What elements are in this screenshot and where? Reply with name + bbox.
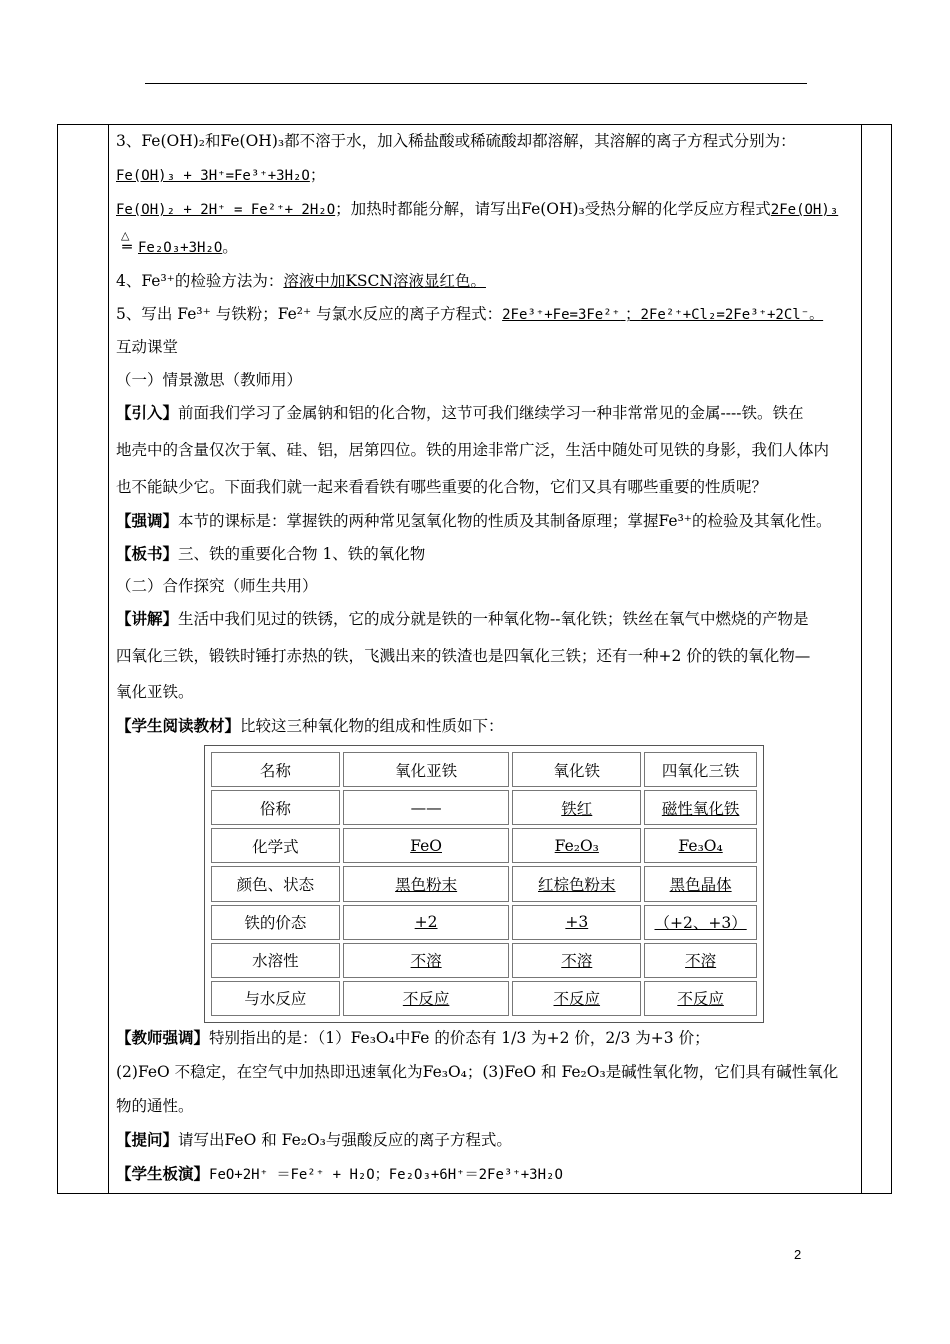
table-cell-text: 黑色晶体 — [669, 875, 732, 894]
table-cell — [644, 905, 757, 940]
table-cell-text: FeO — [410, 836, 442, 855]
table-cell-text: 不溶 — [410, 952, 442, 971]
board-text: 三、铁的重要化合物 1、铁的氧化物 — [178, 545, 426, 563]
table-cell — [644, 752, 757, 787]
item-3-eq1-line — [116, 164, 325, 187]
table-cell — [343, 905, 509, 940]
read — [116, 715, 504, 737]
item-3-eq3b: Fe₂O₃+3H₂O — [138, 240, 223, 256]
ask-text: 请写出FeO 和 Fe₂O₃与强酸反应的离子方程式。 — [178, 1131, 512, 1149]
table-cell — [343, 828, 509, 863]
table-row — [211, 866, 757, 901]
board2 — [116, 1163, 563, 1186]
intro-l1 — [116, 402, 803, 424]
table-cell-text: +3 — [565, 913, 589, 932]
table-cell — [512, 828, 641, 863]
intro-l3: 也不能缺少它。下面我们就一起来看看铁有哪些重要的化合物，它们又具有哪些重要的性质呢？ — [116, 478, 768, 496]
board2-text: FeO+2H⁺ ＝Fe²⁺ + H₂O；Fe₂O₃+6H⁺＝2Fe³⁺+3H₂O — [209, 1167, 563, 1183]
table-cell-text: 氧化亚铁 — [395, 761, 458, 780]
table-row — [211, 905, 757, 940]
table-cell-text: 红棕色粉末 — [538, 875, 616, 894]
table-row — [211, 752, 757, 787]
section-part2: （二）合作探究（师生共用） — [116, 577, 318, 595]
lecture-l2: 四氧化三铁，锻铁时锤打赤热的铁，飞溅出来的铁渣也是四氧化三铁；还有一种+2 价的铁的氧化物— — [116, 647, 811, 665]
table-row — [211, 790, 757, 825]
board — [116, 543, 425, 565]
table-cell — [343, 866, 509, 901]
intro-text-1: 前面我们学习了金属钠和铝的化合物，这节可我们继续学习一种非常常见的金属----铁。铁在 — [178, 404, 804, 422]
table-row-header — [211, 905, 340, 940]
frame-divider-right — [861, 125, 862, 1193]
teacher-l1 — [116, 1027, 710, 1049]
table-row-header — [211, 752, 340, 787]
oxide-comparison-table — [204, 745, 764, 1023]
table-row-header — [211, 981, 340, 1016]
read-tag: 【学生阅读教材】 — [116, 716, 241, 735]
table-cell-text: 化学式 — [252, 837, 299, 856]
table-cell-text: 磁性氧化铁 — [661, 799, 740, 818]
item-5-sep: ； — [620, 305, 641, 323]
table-cell-text: 铁红 — [561, 799, 593, 818]
table-row-header — [211, 790, 340, 825]
table-cell-text: 铁的价态 — [244, 914, 307, 933]
emphasis-text: 本节的课标是：掌握铁的两种常见氢氧化物的性质及其制备原理；掌握Fe³⁺的检验及其氧化性。 — [178, 512, 832, 530]
table-cell — [512, 943, 641, 978]
table-cell — [512, 790, 641, 825]
item-3-eq2: Fe(OH)₂ + 2H⁺ = Fe²⁺+ 2H₂O — [116, 202, 336, 218]
item-3-mid: ；加热时都能分解，请写出Fe(OH)₃受热分解的化学反应方程式 — [335, 200, 771, 218]
teacher-tag: 【教师强调】 — [116, 1028, 210, 1047]
item-4-text: 4、Fe³⁺的检验方法为： — [116, 272, 284, 290]
table-cell — [343, 752, 509, 787]
table-cell — [343, 943, 509, 978]
table-cell — [644, 866, 757, 901]
table-cell — [644, 790, 757, 825]
table-cell — [644, 943, 757, 978]
board-tag: 【板书】 — [116, 544, 179, 563]
item-5-text: 5、写出 Fe³⁺ 与铁粉；Fe²⁺ 与氯水反应的离子方程式： — [116, 305, 503, 323]
table-cell-text: —— — [410, 798, 442, 817]
item-3-eq3-line — [116, 229, 238, 259]
table-row — [211, 943, 757, 978]
table-cell — [644, 981, 757, 1016]
table-cell — [343, 790, 509, 825]
ask-tag: 【提问】 — [116, 1130, 179, 1149]
table-row-header — [211, 828, 340, 863]
table-row-header — [211, 866, 340, 901]
table-cell — [512, 905, 641, 940]
item-3-text: 3、Fe(OH)₂和Fe(OH)₃都不溶于水，加入稀盐酸或稀硫酸却都溶解，其溶解的离子方程式分别为： — [116, 132, 796, 150]
table-cell-text: 名称 — [259, 761, 291, 780]
teacher-text-1: 特别指出的是：（1）Fe₃O₄中Fe 的价态有 1/3 为+2 价，2/3 为+3 价； — [209, 1029, 710, 1047]
ask — [116, 1129, 512, 1151]
table-cell-text: 氧化铁 — [553, 761, 601, 780]
table-cell — [343, 981, 509, 1016]
table-cell-text: +2 — [414, 913, 438, 932]
table-cell-text: 不反应 — [677, 990, 724, 1009]
item-3-eq1-tail: ； — [309, 166, 326, 184]
table-cell — [512, 752, 641, 787]
item-4 — [116, 270, 486, 292]
teacher-l2: (2)FeO 不稳定，在空气中加热即迅速氧化为Fe₃O₄；(3)FeO 和 Fe₂O₃是碱性氧化物，它们具有碱性氧化 — [116, 1063, 839, 1081]
lecture-tag: 【讲解】 — [116, 609, 179, 628]
item-5-answer-2: 2Fe²⁺+Cl₂=2Fe³⁺+2Cl⁻。 — [640, 307, 824, 323]
header-rule — [145, 83, 807, 84]
item-3-eq1: Fe(OH)₃ + 3H⁺=Fe³⁺+3H₂O — [116, 168, 310, 184]
heat-condition: △ ═ — [116, 236, 138, 258]
lecture-l1 — [116, 608, 809, 630]
table-cell — [512, 866, 641, 901]
table-cell-text: 不反应 — [402, 990, 450, 1009]
emphasis — [116, 510, 832, 532]
table-cell-text: 不反应 — [553, 990, 601, 1009]
table-cell-text: 四氧化三铁 — [661, 761, 740, 780]
item-3 — [116, 130, 796, 152]
frame-divider-left — [108, 125, 109, 1193]
item-5-answer-1: 2Fe³⁺+Fe=3Fe²⁺ — [502, 307, 621, 323]
table-cell-text: 不溶 — [685, 952, 717, 971]
table-cell-text: Fe₃O₄ — [678, 836, 723, 855]
intro-l2: 地壳中的含量仅次于氧、硅、铝，居第四位。铁的用途非常广泛，生活中随处可见铁的身影，我们人体内 — [116, 441, 830, 459]
table-cell-text: （+2、+3） — [654, 914, 747, 933]
section-part1: （一）情景激思（教师用） — [116, 371, 303, 389]
item-3-eq3a: 2Fe(OH)₃ — [770, 202, 839, 218]
table-row — [211, 981, 757, 1016]
item-4-answer: 溶液中加KSCN溶液显红色。 — [283, 272, 486, 290]
table-cell-text: 黑色粉末 — [395, 875, 458, 894]
intro-tag: 【引入】 — [116, 403, 179, 422]
emphasis-tag: 【强调】 — [116, 511, 179, 530]
teacher-l3: 物的通性。 — [116, 1097, 194, 1115]
read-text: 比较这三种氧化物的组成和性质如下： — [240, 717, 504, 735]
item-3-eq2-line — [116, 198, 838, 221]
table-row-header — [211, 943, 340, 978]
table-cell — [644, 828, 757, 863]
lecture-text-1: 生活中我们见过的铁锈，它的成分就是铁的一种氧化物--氧化铁；铁丝在氧气中燃烧的产物是 — [178, 610, 809, 628]
table-cell-text: Fe₂O₃ — [554, 836, 599, 855]
table-cell-text: 不溶 — [561, 952, 593, 971]
page-number: 2 — [794, 1247, 802, 1262]
board2-tag: 【学生板演】 — [116, 1164, 210, 1183]
item-3-end: 。 — [222, 238, 238, 256]
table-cell-text: 俗称 — [259, 799, 291, 818]
lecture-l3: 氧化亚铁。 — [116, 683, 194, 701]
delta-symbol: △ — [121, 229, 130, 242]
table-cell-text: 水溶性 — [252, 952, 299, 971]
table-cell — [512, 981, 641, 1016]
table-row — [211, 828, 757, 863]
item-5 — [116, 303, 823, 326]
table-cell-text: 颜色、状态 — [236, 875, 315, 894]
section-interactive: 互动课堂 — [116, 338, 179, 356]
table-cell-text: 与水反应 — [244, 990, 307, 1009]
